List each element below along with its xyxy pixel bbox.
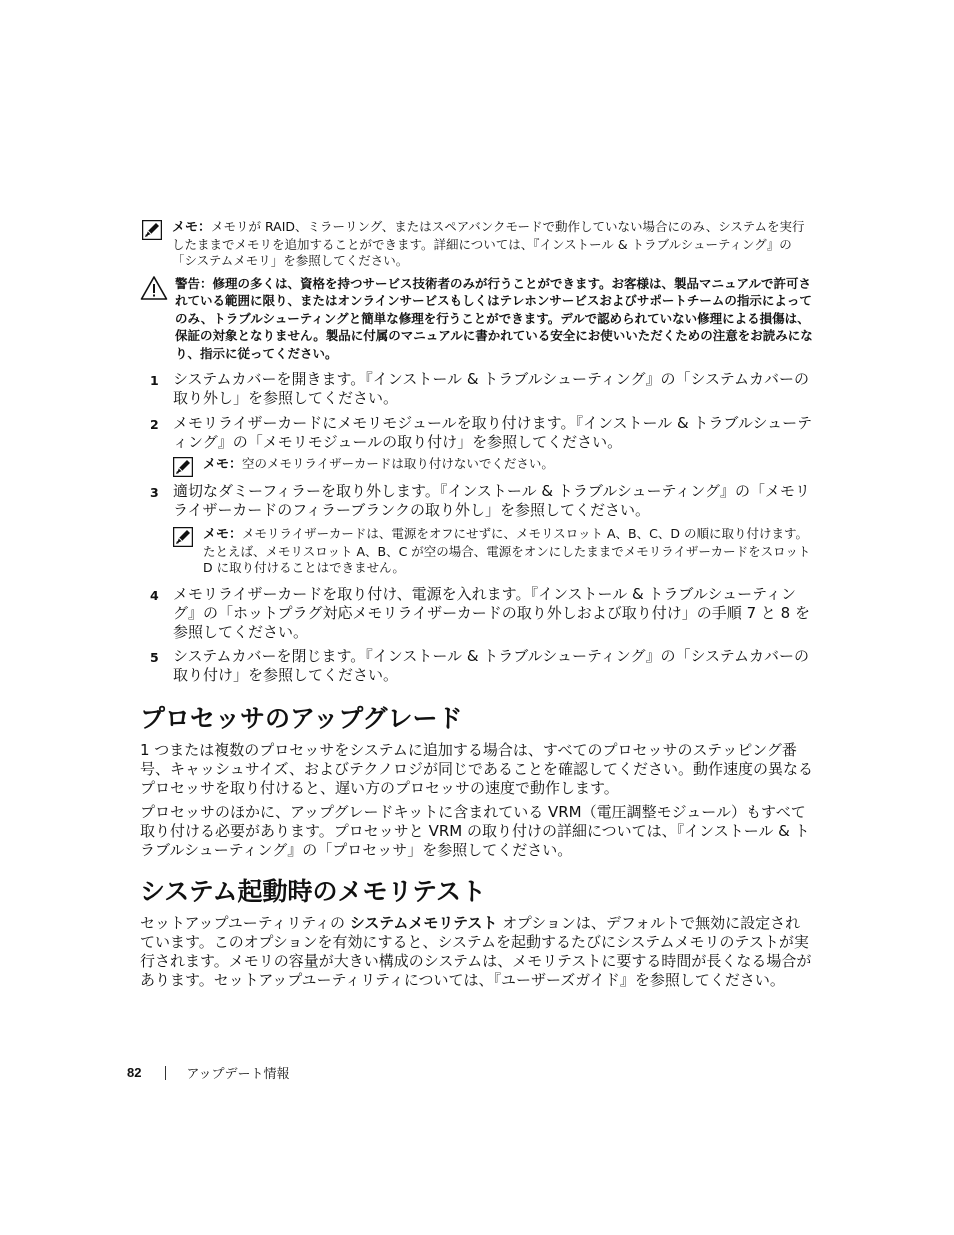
step-text: システムカバーを閉じます。『インストール & トラブルシューティング』の「システムカバーの取り付け」を参照してください。 <box>173 647 810 684</box>
step-number: 3 <box>150 485 159 500</box>
footer-divider <box>165 1066 166 1080</box>
note-text: メモリライザーカードは、電源をオフにせずに、メモリスロット A、B、C、D の順に取り付けます。たとえば、メモリスロット A、B、C が空の場合、電源をオンにしたままでメモリライザーカードをスロット D に取り付けることはできません。 <box>203 526 811 576</box>
step-2 <box>150 414 815 452</box>
step-1 <box>150 370 815 408</box>
warning-body <box>175 275 815 362</box>
note-text: メモリが RAID、ミラーリング、またはスペアバンクモードで動作していない場合にのみ、システムを実行したままでメモリを追加することができます。詳細については、『インストール & トラブルシューティング』の「システムメモリ」を参照してください。 <box>172 219 805 269</box>
step-3 <box>150 482 815 520</box>
paragraph-text: セットアップユーティリティの <box>140 914 350 932</box>
option-name: システムメモリテスト <box>349 914 498 932</box>
note-label: メモ： <box>203 457 243 472</box>
step-text: 適切なダミーフィラーを取り外します。『インストール & トラブルシューティング』の「メモリライザーカードのフィラーブランクの取り外し」を参照してください。 <box>173 482 811 519</box>
page-footer <box>127 1063 290 1082</box>
note-slot-order-body <box>203 526 815 577</box>
pencil-note-icon <box>173 527 193 547</box>
step-number: 5 <box>150 650 159 665</box>
note-slot-order <box>173 526 815 577</box>
step-text: メモリライザーカードにメモリモジュールを取り付けます。『インストール & トラブルシューティング』の「メモリモジュールの取り付け」を参照してください。 <box>173 414 813 451</box>
step-number: 4 <box>150 588 159 603</box>
step-5 <box>150 647 815 685</box>
warning-triangle-icon <box>140 275 168 301</box>
paragraph <box>140 914 815 990</box>
pencil-note-icon <box>173 457 193 477</box>
step-text: システムカバーを開きます。『インストール & トラブルシューティング』の「システムカバーの取り外し」を参照してください。 <box>173 370 810 407</box>
note-raid-body <box>172 219 815 270</box>
paragraph: プロセッサのほかに、アップグレードキットに含まれている VRM（電圧調整モジュール）もすべて取り付ける必要があります。プロセッサと VRM の取り付けの詳細については、『インストール & トラブルシューティング』の「プロセッサ」を参照してください。 <box>140 803 810 859</box>
note-empty-riser <box>173 456 815 477</box>
footer-section-title: アップデート情報 <box>186 1067 290 1082</box>
step-number: 1 <box>150 373 159 388</box>
note-text: 空のメモリライザーカードは取り付けないでください。 <box>242 456 554 471</box>
note-label: メモ： <box>203 527 243 542</box>
note-raid <box>142 219 815 270</box>
warning-box <box>140 275 815 362</box>
paragraph-text: オプションは、デフォルトで無効に設定されています。このオプションを有効にすると、システムを起動するたびにシステムメモリのテストが実行されます。メモリの容量が大きい構成のシステムは、メモリテストに要する時間が長くなる場合があります。セットアップユーティリティについては、『ユーザーズガイド』を参照してください。 <box>140 914 812 989</box>
section-heading-memory-test: システム起動時のメモリテスト <box>140 877 487 906</box>
note-empty-riser-body <box>203 456 554 477</box>
step-4 <box>150 585 815 642</box>
paragraph: 1 つまたは複数のプロセッサをシステムに追加する場合は、すべてのプロセッサのステッピング番号、キャッシュサイズ、およびテクノロジが同じであることを確認してください。動作速度の異なるプロセッサを取り付けると、遅い方のプロセッサの速度で動作します。 <box>140 741 814 797</box>
section-heading-processor-upgrade: プロセッサのアップグレード <box>140 704 463 733</box>
warning-label: 警告： <box>175 276 213 291</box>
warning-text: 修理の多くは、資格を持つサービス技術者のみが行うことができます。お客様は、製品マニュアルで許可されている範囲に限り、またはオンラインサービスもしくはテレホンサービスおよびサポートチームの指示によってのみ、トラブルシューティングと簡単な修理を行うことができます。デルで認められていない修理による損傷は、保証の対象となりません。製品に付属のマニュアルに書かれている安全にお使いいただくための注意をお読みになり、指示に従ってください。 <box>175 276 813 361</box>
step-text: メモリライザーカードを取り付け、電源を入れます。『インストール & トラブルシューティング』の「ホットプラグ対応メモリライザーカードの取り外しおよび取り付け」の手順 7 と 8 を参照してください。 <box>173 585 810 641</box>
pencil-note-icon <box>142 220 162 240</box>
step-number: 2 <box>150 417 159 432</box>
note-label: メモ： <box>172 220 212 235</box>
page-number: 82 <box>127 1065 142 1080</box>
